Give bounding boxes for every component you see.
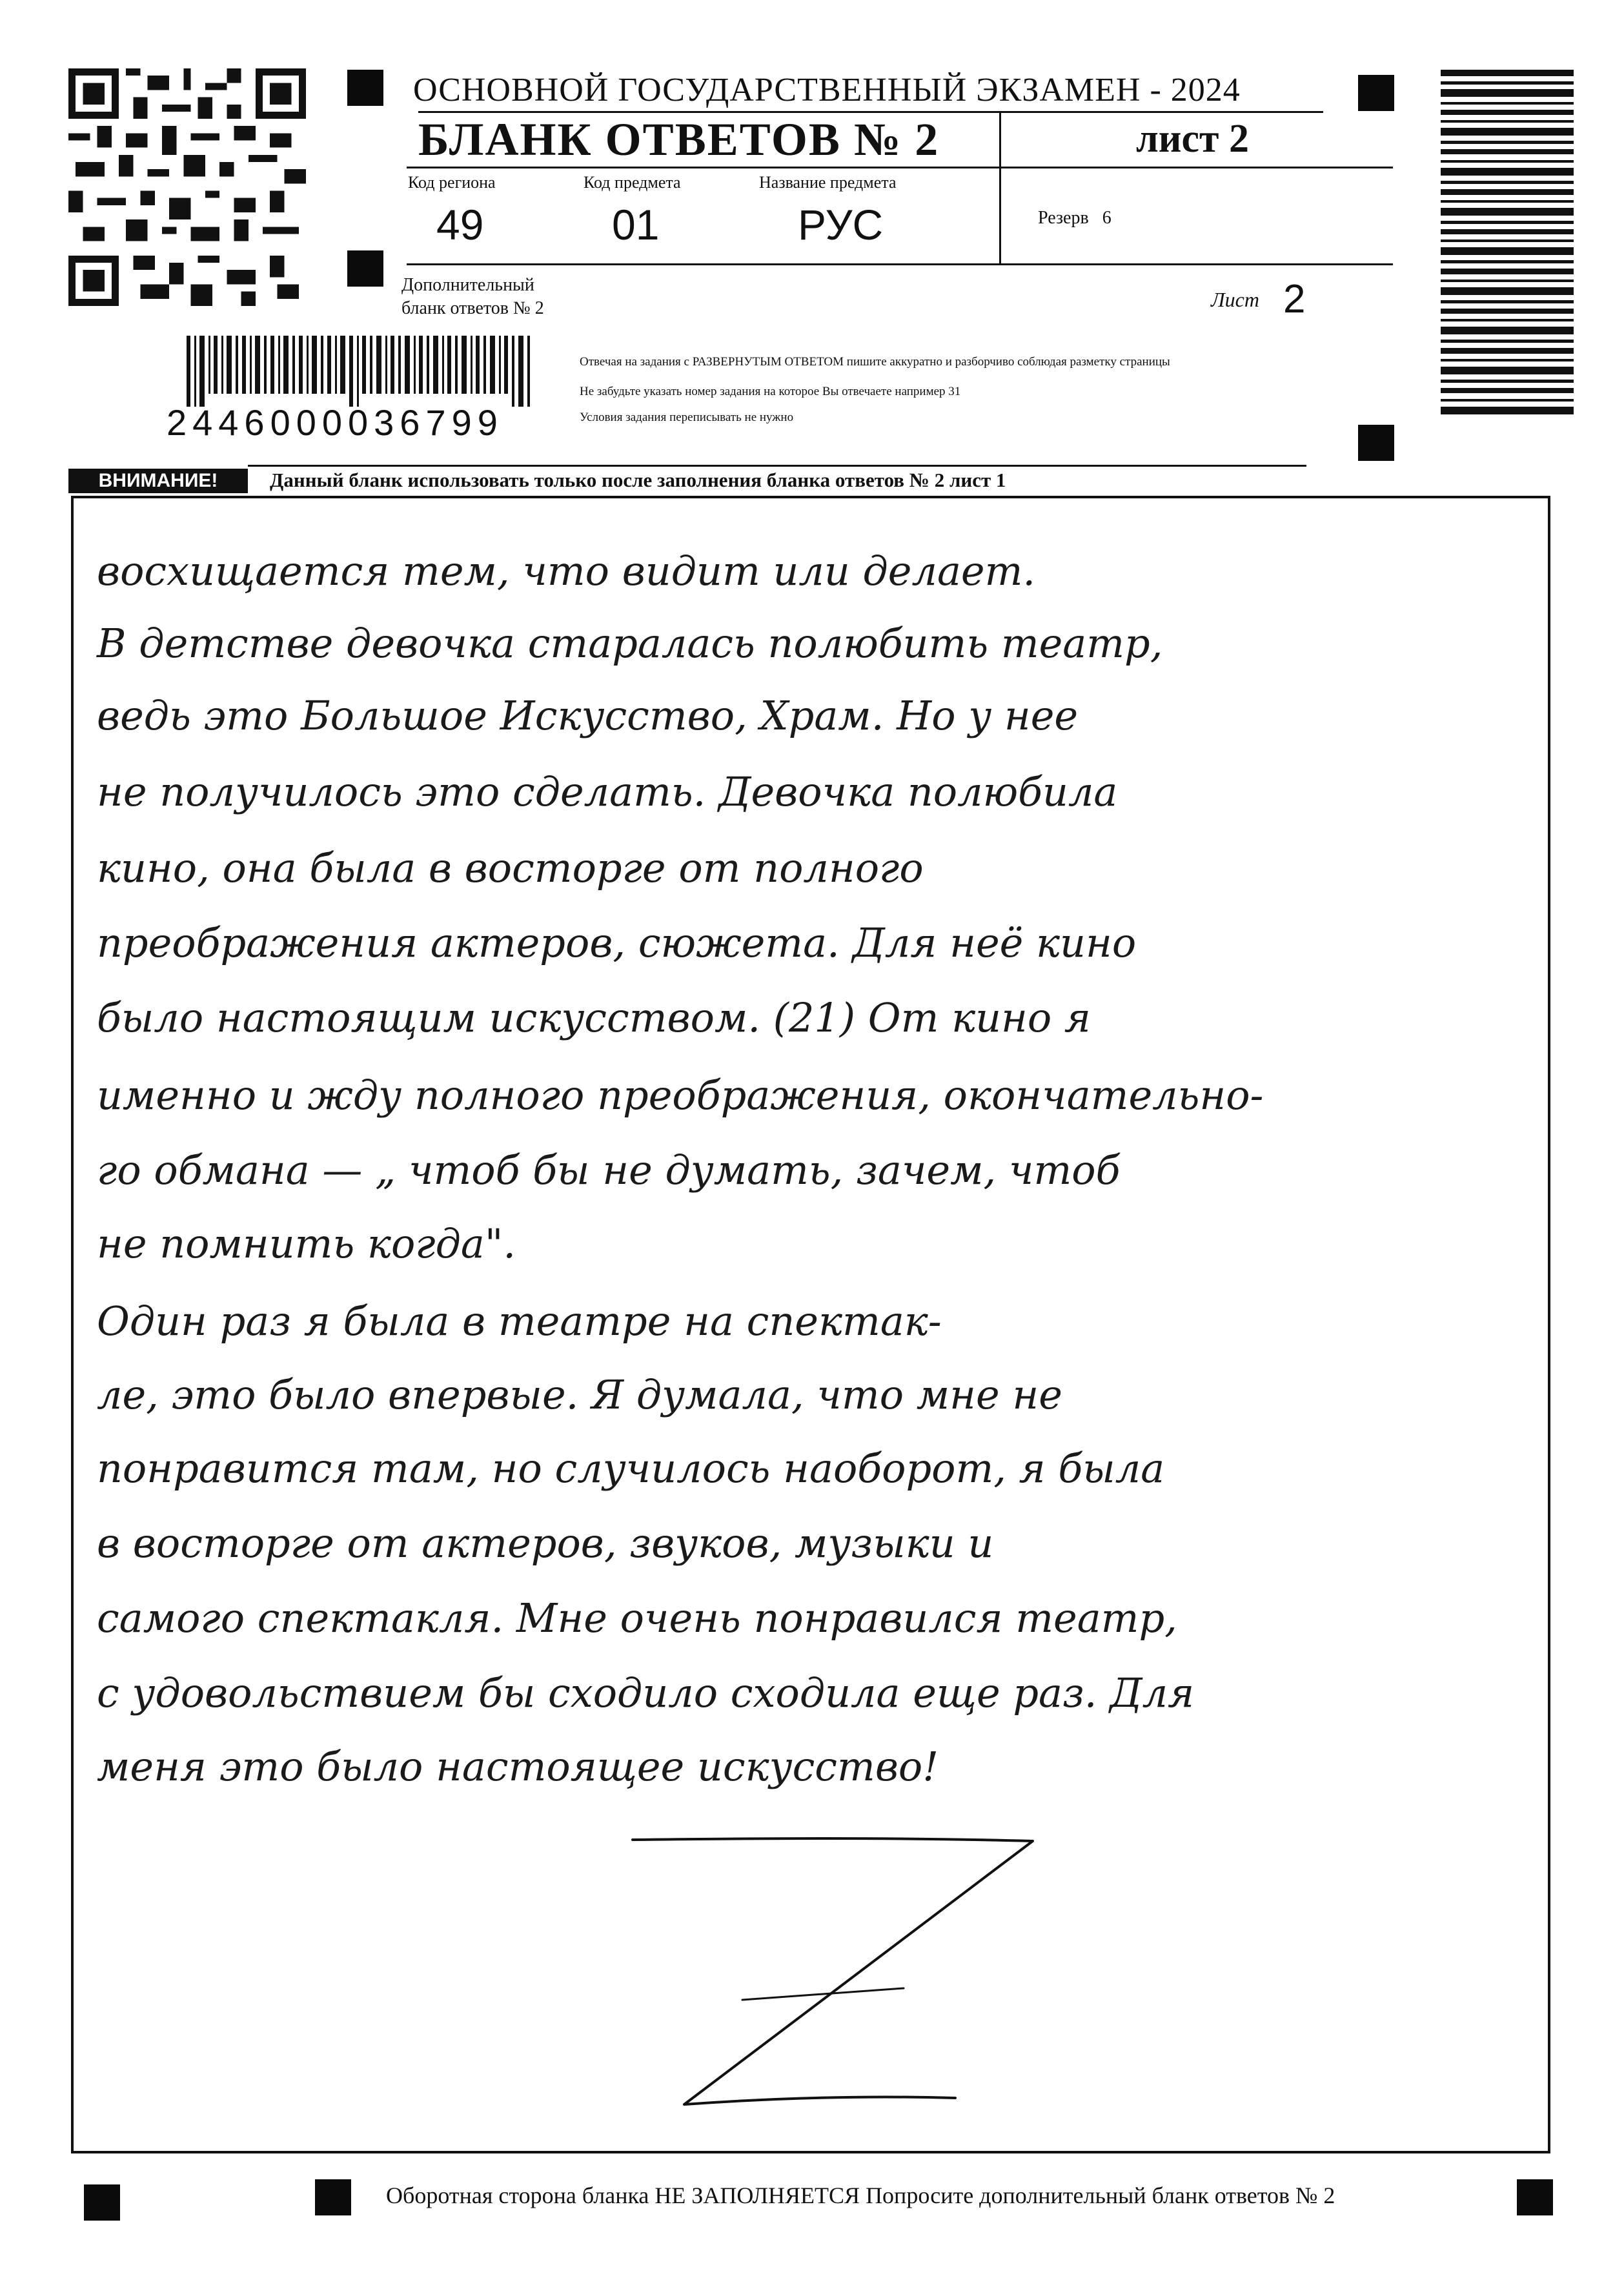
instruction-line: Отвечая на задания с РАЗВЕРНУТЫМ ОТВЕТОМ пишите аккуратно и разборчиво соблюдая разметку страницы	[580, 355, 1170, 369]
answer-line: кино, она была в восторге от полного	[97, 844, 924, 891]
alignment-marker	[315, 2179, 351, 2215]
alignment-marker	[84, 2184, 120, 2221]
answer-line: с удовольствием бы сходило сходила еще раз. Для	[97, 1669, 1195, 1716]
answer-line: ле, это было впервые. Я думала, что мне не	[97, 1371, 1062, 1418]
answer-line: В детстве девочка старалась полюбить театр,	[97, 620, 1163, 667]
instruction-line: Условия задания переписывать не нужно	[580, 411, 794, 424]
reserve-field	[1038, 208, 1111, 229]
sheet-number-label: Лист	[1211, 288, 1259, 311]
answer-line: именно и жду полного преображения, окончательно-	[97, 1072, 1264, 1119]
exam-title: ОСНОВНОЙ ГОСУДАРСТВЕННЫЙ ЭКЗАМЕН - 2024	[413, 72, 1241, 108]
warning-text: Данный бланк использовать только после заполнения бланка ответов № 2 лист 1	[270, 469, 1006, 491]
extra-form-label-line: Дополнительный	[401, 275, 534, 295]
answer-line: го обмана — „ чтоб бы не думать, зачем, чтоб	[97, 1146, 1121, 1194]
answer-line: меня это было настоящее искусство!	[97, 1743, 939, 1790]
alignment-marker	[1358, 425, 1394, 461]
reserve-value: 6	[1102, 208, 1111, 228]
subject-name-label: Название предмета	[759, 173, 897, 192]
answer-line: восхищается тем, что видит или делает.	[97, 547, 1036, 595]
alignment-marker	[347, 70, 383, 106]
answer-line: понравится там, но случилось наоборот, я была	[97, 1445, 1165, 1492]
answer-line: в восторге от актеров, звуков, музыки и	[97, 1520, 994, 1567]
z-cancel-mark-icon	[620, 1833, 1059, 2117]
instruction-line: Не забудьте указать номер задания на которое Вы отвечаете например 31	[580, 385, 961, 398]
sheet-label: лист 2	[1136, 117, 1249, 161]
divider	[248, 465, 1306, 467]
answer-line: самого спектакля. Мне очень понравился театр,	[97, 1594, 1177, 1642]
barcode-icon	[187, 336, 535, 407]
subject-name-value: РУС	[798, 201, 884, 249]
region-code-value: 49	[436, 201, 484, 249]
barcode-number: 2446000036799	[167, 402, 503, 443]
divider	[999, 113, 1001, 265]
sheet-number-value: 2	[1283, 277, 1306, 321]
alignment-marker	[1517, 2179, 1553, 2215]
barcode-icon	[1441, 70, 1574, 418]
qr-code-icon	[68, 68, 306, 306]
subject-code-value: 01	[612, 201, 660, 249]
answer-line: преображения актеров, сюжета. Для неё кино	[97, 919, 1137, 966]
subject-code-label: Код предмета	[584, 173, 681, 192]
footer-notice: Оборотная сторона бланка НЕ ЗАПОЛНЯЕТСЯ Попросите дополнительный бланк ответов № 2	[386, 2183, 1335, 2208]
region-code-label: Код региона	[408, 173, 496, 192]
answer-line: не получилось это сделать. Девочка полюбила	[97, 768, 1118, 815]
reserve-label: Резерв	[1038, 208, 1089, 228]
extra-form-label	[401, 274, 544, 320]
alignment-marker	[1358, 75, 1394, 111]
answer-line: Один раз я была в театре на спектак-	[97, 1298, 942, 1345]
alignment-marker	[347, 250, 383, 287]
extra-form-label-line: бланк ответов № 2	[401, 298, 544, 318]
divider	[407, 263, 1393, 265]
answer-line: было настоящим искусством. (21) От кино я	[97, 994, 1091, 1041]
divider	[407, 167, 1393, 168]
warning-badge: ВНИМАНИЕ!	[68, 469, 248, 493]
form-name: БЛАНК ОТВЕТОВ № 2	[418, 114, 940, 165]
answer-line: не помнить когда".	[97, 1220, 516, 1267]
answer-line: ведь это Большое Искусство, Храм. Но у нее	[97, 692, 1079, 739]
